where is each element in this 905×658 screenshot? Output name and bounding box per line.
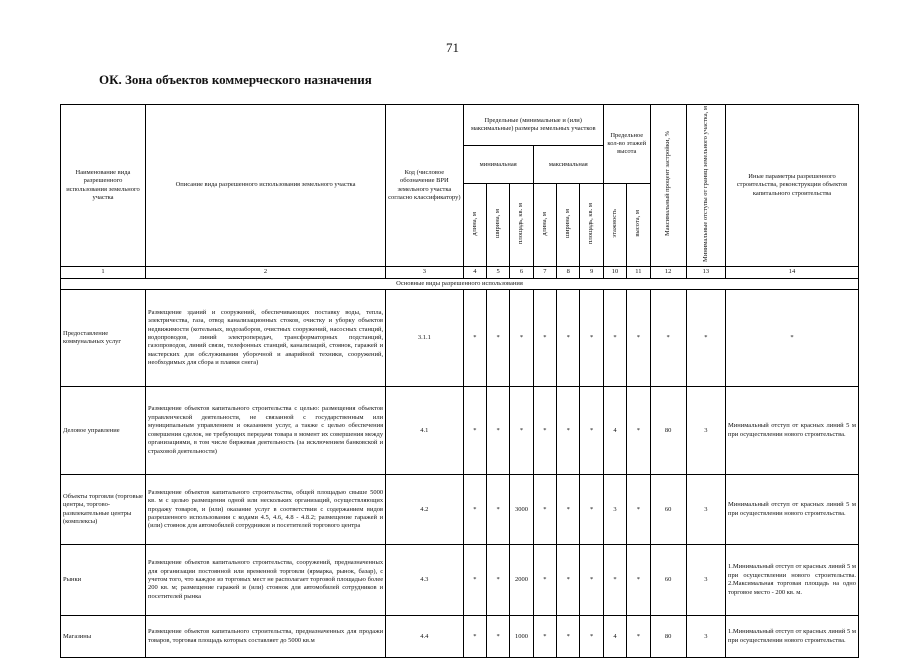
row-description: Размещение зданий и сооружений, обеспечивающих поставку воды, тепла, электричества, газа, отвод канализационных стоков, очистку и уборку объектов недвижимости (котельных, водозаборов, очистных сооружений, насосных станций, водопроводов, линий электропередач, трансформаторных подстанций, газопроводов, линий связи, телефонных станций, канализаций, стоянок, гаражей и мастерских для обслуживания уборочной и аварийной техники, сооружений, необходимых для сбора и плавки снега): [145, 290, 385, 387]
table-row: [61, 290, 859, 387]
col-number: 6: [510, 267, 533, 278]
header-height: высота, м: [634, 210, 642, 238]
cell-value: *: [487, 290, 510, 387]
page-number: 71: [446, 40, 459, 55]
cell-value: *: [557, 545, 580, 616]
cell-value: *: [487, 475, 510, 545]
cell-value: 3: [686, 545, 725, 616]
zoning-table: [60, 104, 859, 658]
header-min-width: ширина, м: [493, 209, 501, 239]
col-number: 4: [463, 267, 486, 278]
col-number: 11: [627, 267, 650, 278]
table-row: [61, 545, 859, 616]
cell-value: *: [533, 290, 556, 387]
col-number: 2: [145, 267, 385, 278]
header-code: Код (числовое обозначение ВРИ земельного участка согласно классификатору): [386, 105, 464, 267]
header-max-area: площадь, кв. м: [587, 203, 595, 245]
row-name: Предоставление коммунальных услуг: [61, 290, 146, 387]
row-code: 3.1.1: [386, 290, 464, 387]
cell-value: 4: [603, 616, 626, 658]
header-floors: Предельное кол-во этажей высота: [603, 105, 650, 184]
header-min-area: площадь, кв. м: [517, 203, 525, 245]
cell-value: 80: [650, 387, 686, 475]
row-other-params: 1.Минимальный отступ от красных линий 5 м при осуществлении нового строительства. 2.Максимальная торговая площадь на одно торговое место - 200 кв. м.: [726, 545, 859, 616]
cell-value: *: [603, 290, 626, 387]
row-description: Размещение объектов капитального строительства, общей площадью свыше 5000 кв. м с целью размещения одной или нескольких организаций, осуществляющих продажу товаров, и (или) оказание услуг в соответствии с содержанием видов разрешенного использования с кодами 4.5, 4.6, 4.8 - 4.8.2; размещение гаражей и (или) стоянок для автомобилей сотрудников и посетителей торгового центра: [145, 475, 385, 545]
table-row: [61, 387, 859, 475]
header-max-length: длина, м: [540, 211, 548, 236]
header-build-percent: Максимальный процент застройки, %: [663, 131, 671, 237]
header-setback: Минимальные отступы от границ земельного участка, м: [701, 106, 709, 262]
cell-value: *: [557, 616, 580, 658]
cell-value: 3000: [510, 475, 533, 545]
header-storeys: этажность: [610, 209, 618, 239]
cell-value: *: [533, 475, 556, 545]
row-other-params: Минимальный отступ от красных линий 5 м при осуществлении нового строительства.: [726, 387, 859, 475]
cell-value: 3: [686, 387, 725, 475]
cell-value: *: [463, 290, 486, 387]
header-max-width: ширина, м: [564, 209, 572, 239]
cell-value: *: [487, 616, 510, 658]
cell-value: 3: [686, 616, 725, 658]
row-code: 4.2: [386, 475, 464, 545]
cell-value: *: [487, 545, 510, 616]
col-number: 12: [650, 267, 686, 278]
row-other-params: Минимальный отступ от красных линий 5 м при осуществлении нового строительства.: [726, 475, 859, 545]
cell-value: *: [627, 545, 650, 616]
cell-value: 1000: [510, 616, 533, 658]
cell-value: *: [463, 545, 486, 616]
cell-value: *: [510, 387, 533, 475]
cell-value: 60: [650, 475, 686, 545]
header-min-length: длина, м: [470, 211, 478, 236]
row-name: Магазины: [61, 616, 146, 658]
cell-value: *: [627, 387, 650, 475]
cell-value: 4: [603, 387, 626, 475]
cell-value: *: [533, 387, 556, 475]
col-number: 7: [533, 267, 556, 278]
cell-value: *: [580, 387, 603, 475]
cell-value: 2000: [510, 545, 533, 616]
col-number: 1: [61, 267, 146, 278]
col-number: 3: [386, 267, 464, 278]
cell-value: 3: [603, 475, 626, 545]
cell-value: *: [580, 475, 603, 545]
table-row: [61, 616, 859, 658]
col-number: 10: [603, 267, 626, 278]
cell-value: 80: [650, 616, 686, 658]
cell-value: 3: [686, 475, 725, 545]
row-description: Размещение объектов капитального строительства, предназначенных для продажи товаров, торговая площадь которых составляет до 5000 кв.м: [145, 616, 385, 658]
row-description: Размещение объектов капитального строительства с целью: размещения объектов управленческой деятельности, не связанной с государственным или муниципальным управлением и оказанием услуг, а также с целью обеспечения совершения сделок, не требующих передачи товара в момент их совершения между организациями, в том числе биржевая деятельность (за исключением банковской и страховой деятельности): [145, 387, 385, 475]
cell-value: *: [627, 475, 650, 545]
header-max: максимальная: [533, 146, 603, 184]
page-title: ОК. Зона объектов коммерческого назначения: [99, 72, 372, 87]
col-number: 14: [726, 267, 859, 278]
header-min: минимальная: [463, 146, 533, 184]
cell-value: *: [557, 475, 580, 545]
cell-value: *: [463, 475, 486, 545]
row-code: 4.4: [386, 616, 464, 658]
cell-value: *: [603, 545, 626, 616]
col-number: 8: [557, 267, 580, 278]
row-name: Рынки: [61, 545, 146, 616]
col-number: 9: [580, 267, 603, 278]
row-name: Деловое управление: [61, 387, 146, 475]
cell-value: *: [580, 290, 603, 387]
row-name: Объекты торговли (торговые центры, торгово-развлекательные центры (комплексы): [61, 475, 146, 545]
cell-value: *: [627, 290, 650, 387]
column-numbers-row: [61, 267, 859, 278]
cell-value: *: [580, 616, 603, 658]
cell-value: *: [686, 290, 725, 387]
row-code: 4.1: [386, 387, 464, 475]
cell-value: *: [557, 290, 580, 387]
cell-value: *: [627, 616, 650, 658]
cell-value: *: [726, 290, 859, 387]
cell-value: *: [533, 616, 556, 658]
header-name: Наименование вида разрешенного использования земельного участка: [61, 105, 146, 267]
header-plot-sizes: Предельные (минимальные и (или) максимальные) размеры земельных участков: [463, 105, 603, 146]
cell-value: *: [650, 290, 686, 387]
table-row: [61, 475, 859, 545]
row-description: Размещение объектов капитального строительства, сооружений, предназначенных для организации постоянной или временной торговли (ярмарка, рынок, базар), с учетом того, что каждое из торговых мест не располагает торговой площадью более 200 кв. м; размещение гаражей и (или) стоянок для автомобилей сотрудников и посетителей рынка: [145, 545, 385, 616]
cell-value: *: [557, 387, 580, 475]
cell-value: *: [533, 545, 556, 616]
section-heading: Основные виды разрешенного использования: [61, 278, 859, 289]
cell-value: 60: [650, 545, 686, 616]
cell-value: *: [487, 387, 510, 475]
row-code: 4.3: [386, 545, 464, 616]
row-other-params: 1.Минимальный отступ от красных линий 5 м при осуществлении нового строительства.: [726, 616, 859, 658]
col-number: 13: [686, 267, 725, 278]
header-description: Описание вида разрешенного использования земельного участка: [145, 105, 385, 267]
header-other: Иные параметры разрешенного строительства, реконструкции объектов капитального строительства: [726, 105, 859, 267]
cell-value: *: [580, 545, 603, 616]
cell-value: *: [463, 616, 486, 658]
cell-value: *: [510, 290, 533, 387]
col-number: 5: [487, 267, 510, 278]
cell-value: *: [463, 387, 486, 475]
